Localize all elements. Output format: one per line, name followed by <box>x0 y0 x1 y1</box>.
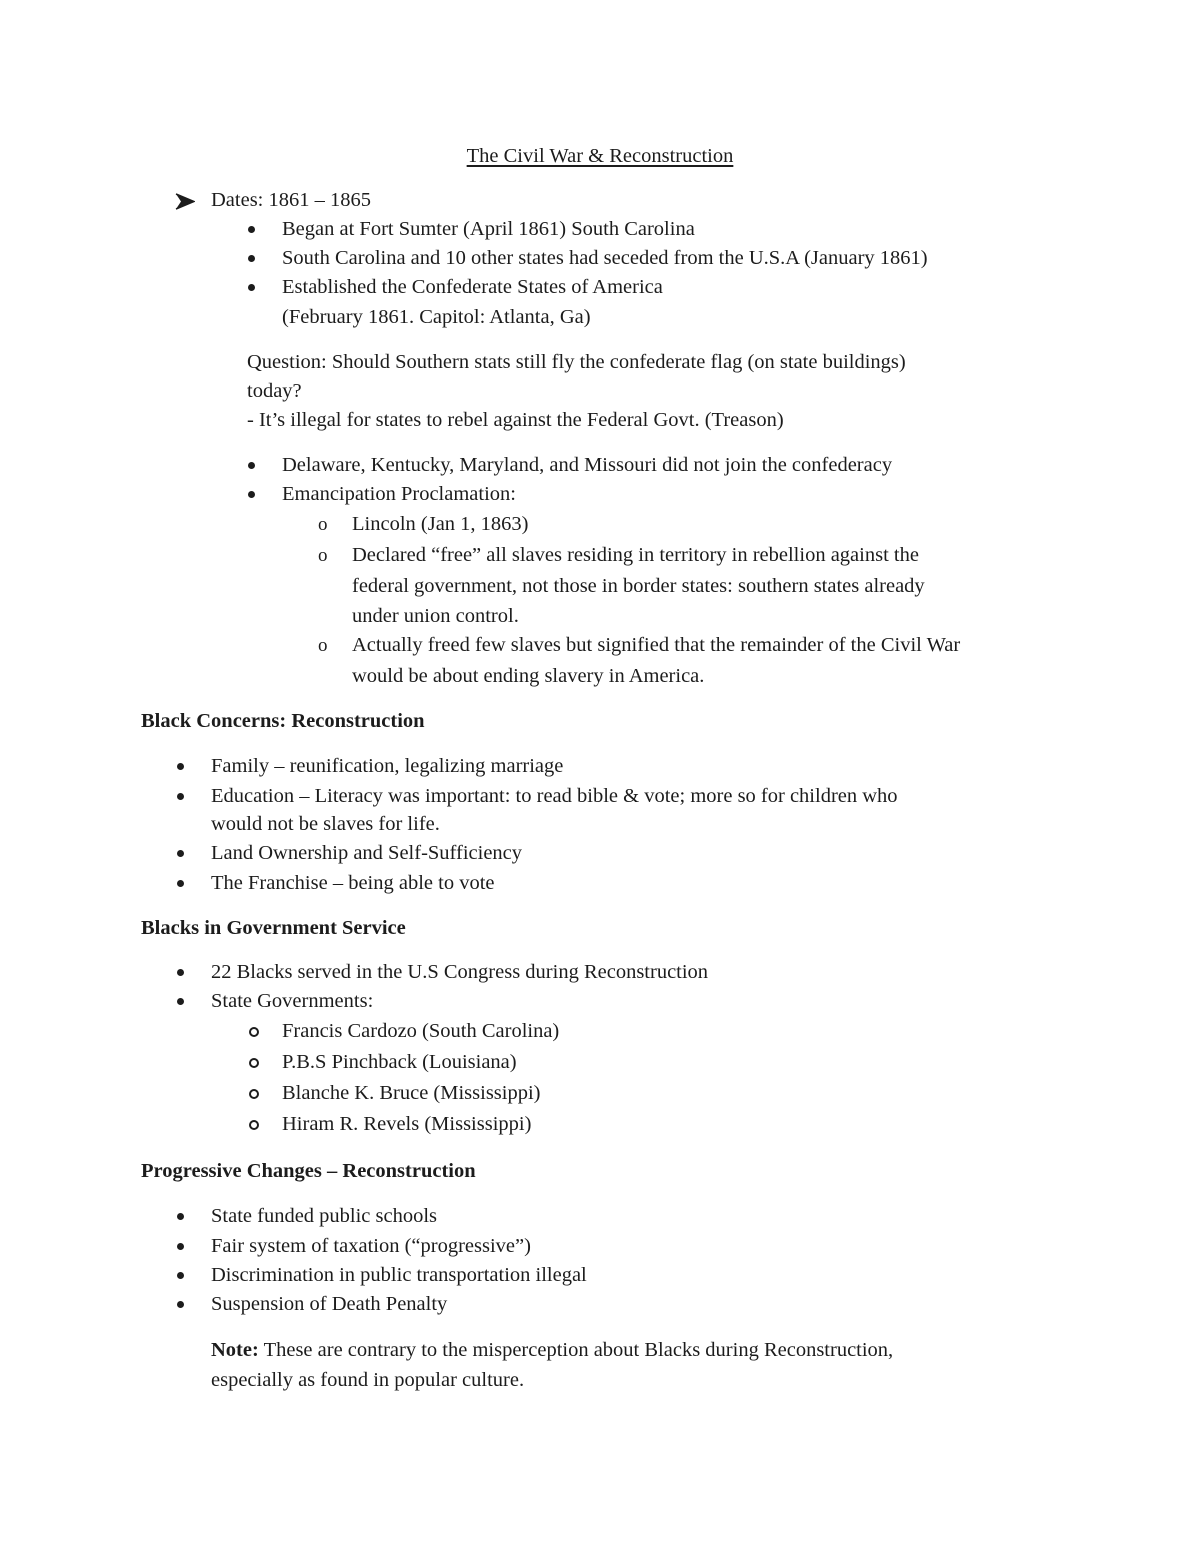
ring-bullet-icon <box>249 1089 259 1099</box>
list-item: Discrimination in public transportation illegal <box>211 1264 587 1286</box>
bullet-icon <box>177 1213 184 1220</box>
sub-list-item-continuation: would be about ending slavery in America. <box>352 665 705 687</box>
list-item: The Franchise – being able to vote <box>211 872 495 894</box>
question-answer: - It’s illegal for states to rebel against the Federal Govt. (Treason) <box>247 409 784 431</box>
bullet-icon <box>177 763 184 770</box>
sub-list-item: Lincoln (Jan 1, 1863) <box>352 513 529 535</box>
bullet-icon <box>177 793 184 800</box>
note-text <box>211 1338 893 1363</box>
list-item: South Carolina and 10 other states had seceded from the U.S.A (January 1861) <box>282 247 928 269</box>
list-item: Land Ownership and Self-Sufficiency <box>211 842 523 864</box>
list-item: State Governments: <box>211 990 374 1012</box>
list-item: State funded public schools <box>211 1205 438 1227</box>
sub-list-item: P.B.S Pinchback (Louisiana) <box>282 1051 517 1073</box>
list-item: Established the Confederate States of America <box>282 276 663 298</box>
dates-label: Dates: 1861 – 1865 <box>211 189 371 211</box>
bullet-icon <box>177 880 184 887</box>
sub-list-item: Declared “free” all slaves residing in territory in rebellion against the <box>352 544 919 566</box>
note-body: These are contrary to the misperception about Blacks during Reconstruction, <box>258 1339 894 1361</box>
circle-bullet-icon: o <box>318 545 328 566</box>
ring-bullet-icon <box>249 1058 259 1068</box>
bullet-icon <box>177 969 184 976</box>
bullet-icon <box>248 284 255 291</box>
list-item: Fair system of taxation (“progressive”) <box>211 1235 531 1257</box>
list-item: Delaware, Kentucky, Maryland, and Missouri did not join the confederacy <box>282 454 893 476</box>
bullet-icon <box>248 491 255 498</box>
list-item: Began at Fort Sumter (April 1861) South Carolina <box>282 218 695 240</box>
note-label: Note: <box>211 1339 259 1361</box>
bullet-icon <box>177 1301 184 1308</box>
question-text: Question: Should Southern stats still fly the confederate flag (on state buildings) <box>247 351 906 373</box>
arrow-bullet-icon <box>175 193 195 210</box>
list-item: Family – reunification, legalizing marriage <box>211 755 564 777</box>
sub-list-item: Blanche K. Bruce (Mississippi) <box>282 1082 541 1104</box>
sub-list-item: Francis Cardozo (South Carolina) <box>282 1020 560 1042</box>
circle-bullet-icon: o <box>318 514 328 535</box>
bullet-icon <box>248 226 255 233</box>
page-title: The Civil War & Reconstruction <box>466 145 734 167</box>
circle-bullet-icon: o <box>318 635 328 656</box>
bullet-icon <box>248 462 255 469</box>
sub-list-item: Actually freed few slaves but signified that the remainder of the Civil War <box>352 634 961 656</box>
list-item: Education – Literacy was important: to read bible & vote; more so for children who <box>211 785 898 807</box>
list-item-continuation: (February 1861. Capitol: Atlanta, Ga) <box>282 306 591 328</box>
list-item: Suspension of Death Penalty <box>211 1293 448 1315</box>
section-heading: Blacks in Government Service <box>141 917 406 939</box>
ring-bullet-icon <box>249 1027 259 1037</box>
ring-bullet-icon <box>249 1120 259 1130</box>
question-text-continuation: today? <box>247 380 302 402</box>
list-item: Emancipation Proclamation: <box>282 483 516 505</box>
bullet-icon <box>177 1243 184 1250</box>
bullet-icon <box>248 255 255 262</box>
sub-list-item: Hiram R. Revels (Mississippi) <box>282 1113 532 1135</box>
bullet-icon <box>177 850 184 857</box>
sub-list-item-continuation: under union control. <box>352 605 519 627</box>
note-text-continuation: especially as found in popular culture. <box>211 1369 525 1391</box>
bullet-icon <box>177 998 184 1005</box>
sub-list-item-continuation: federal government, not those in border states: southern states already <box>352 575 925 597</box>
bullet-icon <box>177 1272 184 1279</box>
section-heading: Black Concerns: Reconstruction <box>141 710 425 732</box>
list-item: 22 Blacks served in the U.S Congress during Reconstruction <box>211 961 709 983</box>
list-item-continuation: would not be slaves for life. <box>211 813 440 835</box>
section-heading: Progressive Changes – Reconstruction <box>141 1160 476 1182</box>
